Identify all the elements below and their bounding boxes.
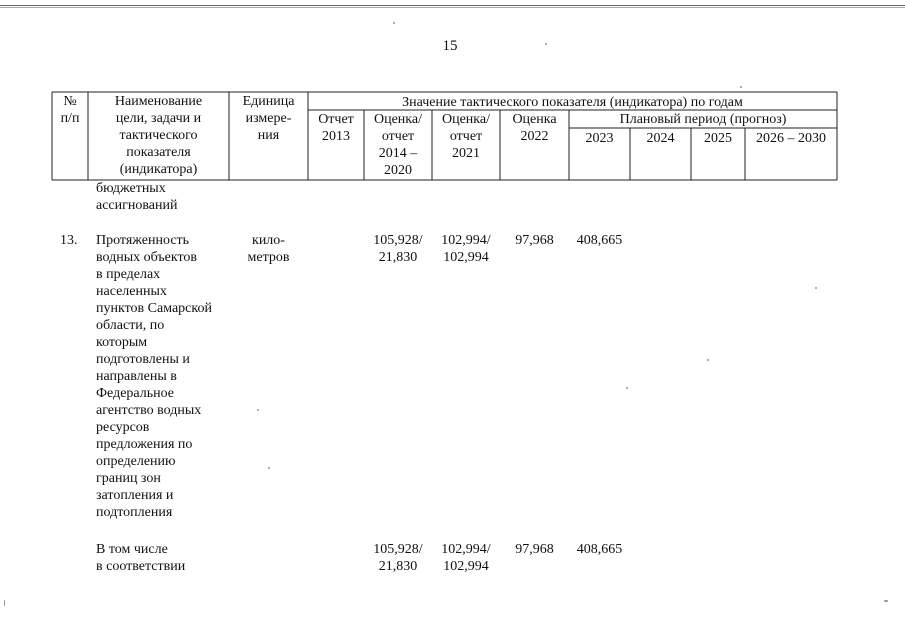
scan-speck <box>815 287 817 289</box>
row13-est2-line1: 102,994/ <box>441 233 491 248</box>
scan-speck <box>545 43 547 45</box>
row13-name-line: населенных <box>96 284 167 299</box>
row13-name-line: затопления и <box>96 488 174 503</box>
row13-name-line: ресурсов <box>96 420 150 435</box>
scan-speck <box>626 387 628 389</box>
row13-name-line: в пределах <box>96 267 161 282</box>
header-plan-2024: 2024 <box>646 131 675 146</box>
scan-speck <box>884 600 888 602</box>
row13-name-line: которым <box>96 335 148 350</box>
header-name-line2: цели, задачи и <box>115 111 202 126</box>
row13-name-line: области, по <box>96 318 165 333</box>
row-including-name-line1: В том числе <box>96 542 168 557</box>
header-est2-line3: 2021 <box>452 146 480 161</box>
row-including-name-line2: в соответствии <box>96 559 186 574</box>
header-unit-line3: ния <box>257 128 280 143</box>
scan-speck <box>707 359 709 361</box>
header-plan-group: Плановый период (прогноз) <box>619 112 787 127</box>
header-name-line4: показателя <box>126 145 191 160</box>
row13-est2-line2: 102,994 <box>443 250 489 265</box>
row13-name-line: подтопления <box>96 505 173 520</box>
row-including-2023: 408,665 <box>576 542 623 557</box>
row-including-est3: 97,968 <box>515 542 554 557</box>
scan-speck <box>268 467 270 469</box>
row-including-est2-line2: 102,994 <box>443 559 489 574</box>
row13-unit-line2: метров <box>247 250 290 265</box>
row13-est1-line1: 105,928/ <box>373 233 423 248</box>
header-plan-2023: 2023 <box>585 131 614 146</box>
row13-name-line: агентство водных <box>96 403 202 418</box>
row-including-est2-line1: 102,994/ <box>441 542 491 557</box>
row13-name-line: направлены в <box>96 369 177 384</box>
header-num-line1: № <box>63 94 77 109</box>
header-unit-line2: измере- <box>245 111 292 126</box>
continued-text-line1: бюджетных <box>96 181 166 196</box>
row13-unit-line1: кило- <box>252 233 285 248</box>
scan-speck <box>4 600 5 606</box>
header-est1-line3: 2014 – <box>378 146 418 161</box>
scan-speck <box>740 86 742 88</box>
row13-number: 13. <box>60 233 78 248</box>
header-est1-line2: отчет <box>381 129 415 144</box>
header-est1-line4: 2020 <box>384 163 412 178</box>
row13-est1-line2: 21,830 <box>378 250 418 265</box>
row13-name-line: границ зон <box>96 471 161 486</box>
row13-name-line: предложения по <box>96 437 193 452</box>
header-plan-2025: 2025 <box>704 131 732 146</box>
row13-est3: 97,968 <box>515 233 554 248</box>
row13-name-line: подготовлены и <box>96 352 190 367</box>
header-value-group: Значение тактического показателя (индикатора) по годам <box>402 95 743 110</box>
row-including-est1-line2: 21,830 <box>378 559 418 574</box>
row-including-est1-line1: 105,928/ <box>373 542 423 557</box>
header-num-line2: п/п <box>60 111 80 126</box>
row13-name-line: определению <box>96 454 176 469</box>
row13-name-line: пунктов Самарской <box>96 301 212 316</box>
continued-text-line2: ассигнований <box>96 198 178 213</box>
header-plan-2026-2030: 2026 – 2030 <box>756 131 826 146</box>
header-name-line1: Наименование <box>114 94 203 109</box>
header-est2-line1: Оценка/ <box>441 112 490 127</box>
header-report-line2: 2013 <box>322 129 350 144</box>
row13-name-line: Протяженность <box>96 233 190 248</box>
header-name-line3: тактического <box>119 128 198 143</box>
header-est1-line1: Оценка/ <box>373 112 422 127</box>
scan-speck <box>257 409 259 411</box>
header-report-line1: Отчет <box>318 112 354 127</box>
header-est2-line2: отчет <box>449 129 483 144</box>
header-name-line5: (индикатора) <box>119 162 198 177</box>
row13-name-line: Федеральное <box>96 386 175 401</box>
header-unit-line1: Единица <box>242 94 295 109</box>
page-number: 15 <box>442 38 458 54</box>
scan-speck <box>393 22 395 24</box>
header-est3-line1: Оценка <box>512 112 557 127</box>
header-est3-line2: 2022 <box>520 129 549 144</box>
row13-name-line: водных объектов <box>96 250 198 265</box>
row13-2023: 408,665 <box>576 233 623 248</box>
